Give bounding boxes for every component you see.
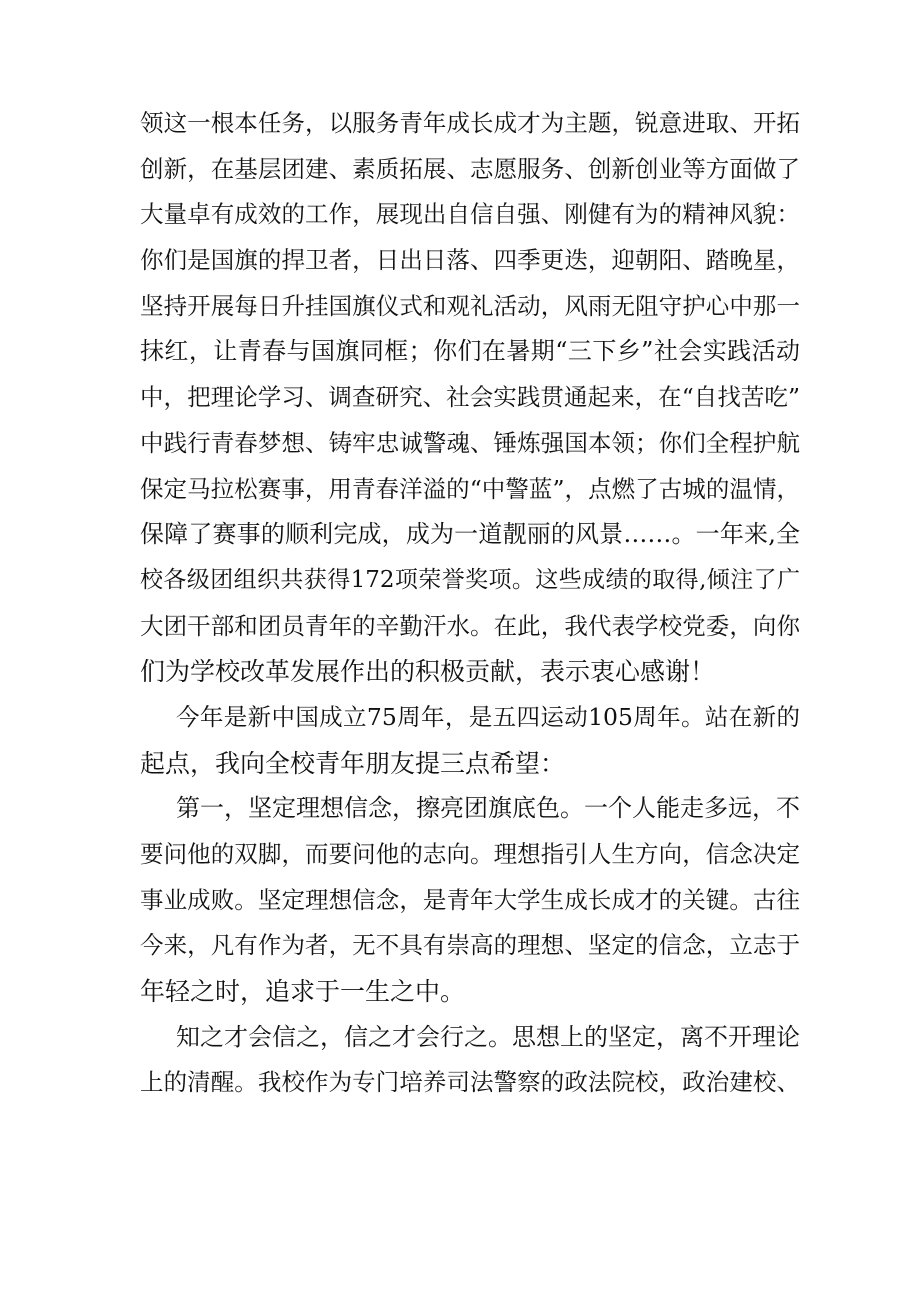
- text-line: 年轻之时，追求于一生之中。: [140, 977, 466, 1007]
- paragraph: [140, 1015, 800, 1106]
- text-line: 今年是新中国成立75周年，是五四运动105周年。站在新的: [176, 702, 800, 731]
- text-line: 坚持开展每日升挂国旗仪式和观礼活动，风雨无阻守护心中那一: [140, 291, 800, 320]
- text-line: 知之才会信之，信之才会行之。思想上的坚定，离不开理论: [176, 1022, 800, 1051]
- text-line: 保定马拉松赛事，用青春洋溢的“中警蓝”，点燃了古城的温情，: [140, 474, 800, 503]
- text-line: 第一，坚定理想信念，擦亮团旗底色。一个人能走多远，不: [176, 794, 800, 823]
- paragraph: [140, 695, 800, 786]
- text-line: 事业成败。坚定理想信念，是青年大学生成长成才的关键。古往: [140, 885, 800, 914]
- text-line: 保障了赛事的顺利完成，成为一道靓丽的风景……。一年来,全: [140, 520, 800, 549]
- paragraph: [140, 786, 800, 1014]
- text-line: 大团干部和团员青年的辛勤汗水。在此，我代表学校党委，向你: [140, 611, 800, 640]
- text-line: 要问他的双脚，而要问他的志向。理想指引人生方向，信念决定: [140, 840, 800, 868]
- text-line: 上的清醒。我校作为专门培养司法警察的政法院校，政治建校、: [140, 1068, 800, 1097]
- text-line: 今来，凡有作为者，无不具有崇高的理想、坚定的信念，立志于: [140, 931, 800, 960]
- text-line: 大量卓有成效的工作，展现出自信自强、刚健有为的精神风貌：: [140, 200, 800, 229]
- document-body: [140, 101, 800, 1106]
- text-line: 们为学校改革发展作出的积极贡献，表示衷心感谢！: [140, 657, 716, 687]
- text-line: 中，把理论学习、调查研究、社会实践贯通起来，在“自找苦吃”: [140, 383, 800, 412]
- text-line: 你们是国旗的捍卫者，日出日落、四季更迭，迎朝阳、踏晚星，: [140, 246, 800, 275]
- text-line: 中践行青春梦想、铸牢忠诚警魂、锤炼强国本领；你们全程护航: [140, 428, 800, 457]
- text-line: 领这一根本任务，以服务青年成长成才为主题，锐意进取、开拓: [140, 109, 800, 137]
- text-line: 抹红，让青春与国旗同框；你们在暑期“三下乡”社会实践活动: [140, 337, 800, 366]
- text-line: 校各级团组织共获得172项荣誉奖项。这些成绩的取得,倾注了广: [140, 566, 800, 593]
- paragraph: [140, 101, 800, 695]
- text-line: 创新，在基层团建、素质拓展、志愿服务、创新创业等方面做了: [140, 154, 800, 183]
- text-line: 起点，我向全校青年朋友提三点希望：: [140, 748, 566, 778]
